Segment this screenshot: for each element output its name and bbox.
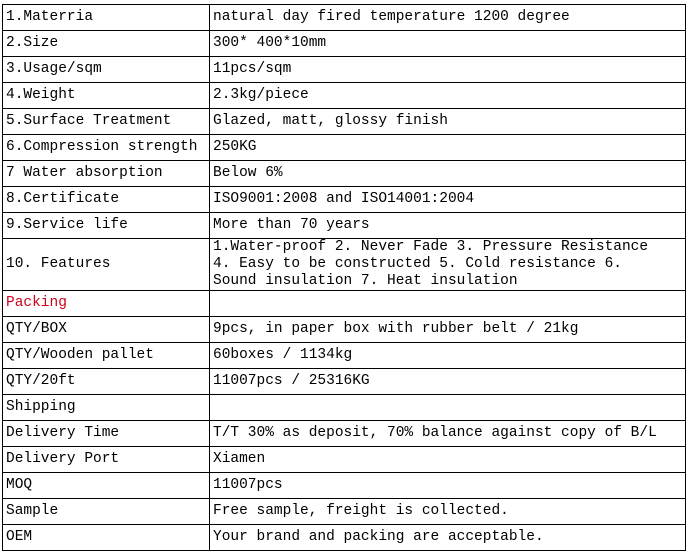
spec-label: 7 Water absorption [3,161,210,187]
section-heading-row [3,291,686,317]
table-row [3,317,686,343]
spec-label: Delivery Port [3,447,210,473]
table-row [3,135,686,161]
features-line: 1.Water-proof 2. Never Fade 3. Pressure Resistance [213,239,649,255]
spec-value: Xiamen [210,447,686,473]
spec-value: Below 6% [210,161,686,187]
spec-value: 300* 400*10mm [210,31,686,57]
spec-label: Delivery Time [3,421,210,447]
spec-label: 9.Service life [3,213,210,239]
table-row [3,187,686,213]
spec-value: 9pcs, in paper box with rubber belt / 21kg [210,317,686,343]
features-line: 4. Easy to be constructed 5. Cold resistance 6. [213,256,622,272]
spec-value: 2.3kg/piece [210,83,686,109]
table-row [3,421,686,447]
table-row [3,499,686,525]
spec-label: 1.Materria [3,5,210,31]
spec-value: Glazed, matt, glossy finish [210,109,686,135]
spec-value: 11007pcs [210,473,686,499]
spec-label: 6.Compression strength [3,135,210,161]
spec-label: 3.Usage/sqm [3,57,210,83]
table-row [3,525,686,551]
table-row [3,239,686,291]
spec-value: 11pcs/sqm [210,57,686,83]
section-heading-packing: Packing [3,291,210,317]
spec-label: 4.Weight [3,83,210,109]
product-spec-table [2,4,686,551]
spec-value: T/T 30% as deposit, 70% balance against copy of B/L [210,421,686,447]
spec-label: 8.Certificate [3,187,210,213]
table-row [3,213,686,239]
spec-value: 11007pcs / 25316KG [210,369,686,395]
spec-label: 2.Size [3,31,210,57]
table-row [3,57,686,83]
spec-value: Free sample, freight is collected. [210,499,686,525]
table-row [3,447,686,473]
table-row [3,83,686,109]
spec-label: 5.Surface Treatment [3,109,210,135]
section-heading-shipping: Shipping [3,395,210,421]
section-heading-row [3,395,686,421]
spec-value: 250KG [210,135,686,161]
spec-value: More than 70 years [210,213,686,239]
spec-label: QTY/Wooden pallet [3,343,210,369]
table-row [3,369,686,395]
spec-value [210,291,686,317]
table-row [3,5,686,31]
spec-value: 60boxes / 1134kg [210,343,686,369]
spec-label: Sample [3,499,210,525]
spec-value: Your brand and packing are acceptable. [210,525,686,551]
table-row [3,161,686,187]
spec-value: ISO9001:2008 and ISO14001:2004 [210,187,686,213]
features-value [210,239,686,291]
table-row [3,109,686,135]
spec-label: QTY/BOX [3,317,210,343]
table-row [3,343,686,369]
table-row [3,31,686,57]
spec-label: MOQ [3,473,210,499]
spec-label: QTY/20ft [3,369,210,395]
features-line: Sound insulation 7. Heat insulation [213,273,518,289]
table-row [3,473,686,499]
spec-value: natural day fired temperature 1200 degree [210,5,686,31]
spec-value [210,395,686,421]
spec-label: 10. Features [3,239,210,291]
spec-label: OEM [3,525,210,551]
